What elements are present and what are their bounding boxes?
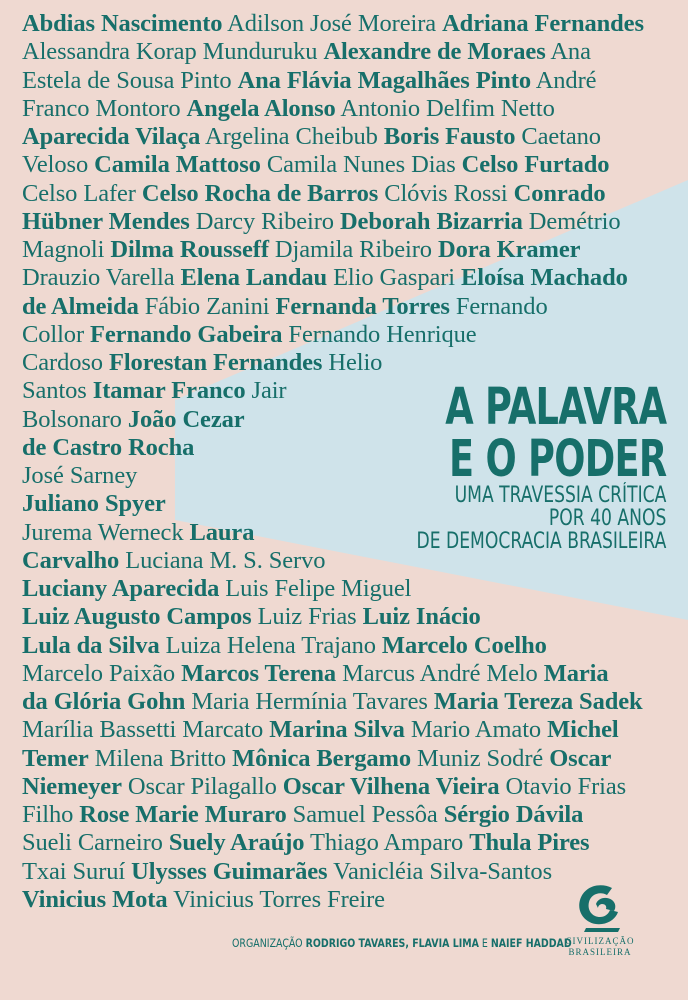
contributor-name-bold: Niemeyer	[22, 772, 122, 800]
contributor-name: Filho	[22, 801, 80, 828]
publisher-name-line-2: BRASILEIRA	[568, 947, 632, 957]
contributor-name: Vanicléia Silva-Santos	[327, 857, 553, 885]
contributor-name: Santos	[22, 377, 93, 405]
name-line	[22, 716, 619, 744]
name-line	[22, 10, 644, 38]
contributor-name: Adilson José Moreira	[222, 10, 443, 37]
name-line	[22, 264, 628, 292]
name-line	[22, 773, 626, 801]
contributor-name: Drauzio Varella	[22, 264, 181, 292]
contributor-name-bold: João Cezar	[127, 405, 245, 433]
name-line	[22, 123, 601, 151]
name-line	[22, 151, 609, 179]
contributor-name: Jair	[245, 377, 287, 405]
subtitle-line-3: DE DEMOCRACIA BRASILEIRA	[416, 529, 666, 554]
contributor-name-bold: Angela Alonso	[186, 94, 336, 122]
name-line	[22, 745, 611, 773]
contributor-name-bold: Carvalho	[22, 546, 120, 574]
contributor-name-bold: Sérgio Dávila	[443, 801, 584, 828]
credit-name-2: NAIEF HADDAD	[490, 936, 572, 950]
name-line	[22, 462, 137, 490]
contributor-name-bold: Conrado	[513, 179, 606, 207]
contributor-name-bold: Maria Tereza Sadek	[433, 688, 643, 715]
contributor-name-bold: Marina Silva	[269, 716, 405, 744]
contributor-name-bold: de Castro Rocha	[22, 433, 195, 461]
contributor-name: Celso Lafer	[22, 179, 142, 207]
contributor-name: Darcy Ribeiro	[189, 207, 340, 235]
name-line	[22, 519, 254, 547]
contributor-name: Bolsonaro	[22, 405, 128, 433]
contributor-name-bold: Celso Rocha de Barros	[141, 179, 379, 207]
name-line	[22, 208, 621, 236]
name-line	[22, 801, 583, 829]
contributor-name: Collor	[22, 320, 91, 348]
name-line	[22, 180, 606, 208]
name-line	[22, 406, 245, 434]
contributor-name: Samuel Pessôa	[286, 801, 444, 828]
contributor-name-bold: Juliano Spyer	[22, 490, 166, 518]
publisher-name	[560, 936, 640, 958]
contributor-name-bold: de Almeida	[22, 292, 139, 320]
contributor-name-bold: Itamar Franco	[92, 377, 246, 405]
contributor-name: Cardoso	[22, 349, 109, 376]
publisher-name-line-1: CIVILIZAÇÃO	[565, 936, 635, 946]
subtitle-line-1: UMA TRAVESSIA CRÍTICA	[454, 483, 666, 508]
contributor-name-bold: Adriana Fernandes	[442, 10, 644, 37]
credit-name-1: RODRIGO TAVARES, FLAVIA LIMA	[305, 936, 479, 950]
contributor-name: Vinicius Torres Freire	[167, 885, 385, 913]
contributor-name-bold: Fernando Gabeira	[90, 320, 283, 348]
contributor-name-bold: Luiz Inácio	[362, 603, 481, 631]
contributor-name: Luciana M. S. Servo	[119, 546, 326, 574]
contributor-name-bold: Dilma Rousseff	[110, 236, 269, 263]
contributor-name: Caetano	[515, 123, 601, 150]
contributor-name-bold: Marcos Terena	[181, 659, 337, 687]
name-line	[22, 67, 596, 95]
contributor-name: Milena Britto	[88, 744, 233, 772]
contributor-name: Ana	[545, 38, 591, 66]
contributor-name: Jurema Werneck	[22, 518, 190, 546]
subtitle-line-2: POR 40 ANOS	[548, 506, 666, 531]
publisher-emblem-icon	[560, 880, 640, 936]
organizers-credit	[232, 936, 572, 950]
contributor-name: Helio	[322, 349, 383, 376]
name-line	[22, 688, 643, 716]
contributor-name: Sueli Carneiro	[22, 829, 169, 857]
contributor-name-bold: Boris Fausto	[383, 123, 516, 150]
contributor-name: Djamila Ribeiro	[268, 236, 438, 263]
name-line	[22, 886, 385, 914]
contributor-name-bold: Abdias Nascimento	[22, 10, 223, 37]
contributor-name: Argelina Cheibub	[200, 123, 384, 150]
name-line	[22, 575, 411, 603]
contributor-name-bold: Elena Landau	[180, 264, 328, 292]
contributor-name: Marcelo Paixão	[22, 659, 182, 687]
contributor-name: Mario Amato	[404, 716, 548, 744]
contributor-name: Fábio Zanini	[138, 292, 276, 320]
title-line-2: E O PODER	[448, 430, 666, 489]
contributor-name: Luiz Frias	[251, 603, 363, 631]
book-title	[435, 378, 666, 489]
contributor-name-bold: Ana Flávia Magalhães Pinto	[237, 66, 532, 94]
name-line	[22, 829, 590, 857]
name-line	[22, 632, 547, 660]
contributor-name-bold: Aparecida Vilaça	[22, 123, 201, 150]
name-line	[22, 349, 382, 377]
contributor-name: Camila Nunes Dias	[260, 151, 462, 179]
contributor-name: Txai Suruí	[22, 857, 132, 885]
contributor-name-bold: Michel	[547, 716, 619, 744]
contributor-name: Clóvis Rossi	[378, 179, 514, 207]
name-line	[22, 293, 548, 321]
credit-joiner: E	[478, 936, 491, 950]
contributor-name-bold: Laura	[189, 518, 255, 546]
contributor-name-bold: Fernanda Torres	[275, 292, 450, 320]
contributor-name-bold: Vinicius Mota	[22, 885, 168, 913]
contributor-name-bold: da Glória Gohn	[22, 688, 186, 715]
contributor-name-bold: Luiz Augusto Campos	[22, 603, 252, 631]
contributor-name-bold: Ulysses Guimarães	[131, 857, 328, 885]
credit-prefix: ORGANIZAÇÃO	[232, 936, 306, 950]
contributor-name-bold: Florestan Fernandes	[108, 349, 323, 376]
contributor-name: Fernando	[449, 292, 548, 320]
contributor-name: Muniz Sodré	[410, 744, 550, 772]
contributor-name: Magnoli	[22, 236, 111, 263]
name-line	[22, 603, 481, 631]
contributor-name: Veloso	[22, 151, 95, 179]
contributor-name-bold: Temer	[22, 744, 89, 772]
contributor-name: André	[531, 66, 597, 94]
name-line	[22, 236, 580, 264]
contributor-name: Antonio Delfim Netto	[335, 94, 555, 122]
contributor-name: Luiza Helena Trajano	[159, 631, 382, 659]
contributor-name-bold: Hübner Mendes	[22, 207, 190, 235]
contributor-name-bold: Marcelo Coelho	[381, 631, 547, 659]
contributor-name-bold: Oscar	[549, 744, 612, 772]
contributor-name-bold: Thula Pires	[469, 829, 590, 857]
contributor-name-bold: Maria	[543, 659, 609, 687]
contributor-name: Demétrio	[522, 207, 621, 235]
name-line	[22, 490, 166, 518]
contributor-name: Estela de Sousa Pinto	[22, 66, 238, 94]
contributor-name: José Sarney	[22, 462, 138, 489]
contributor-name-bold: Rose Marie Muraro	[79, 801, 287, 828]
contributor-name: Thiago Amparo	[304, 829, 470, 857]
publisher-logo	[560, 880, 640, 970]
title-line-1: A PALAVRA	[444, 378, 666, 437]
contributor-name: Fernando Henrique	[282, 320, 477, 348]
name-line	[22, 434, 194, 462]
contributor-name-bold: Deborah Bizarria	[339, 207, 523, 235]
name-line	[22, 547, 325, 575]
contributor-name-bold: Luciany Aparecida	[22, 575, 220, 602]
name-line	[22, 858, 552, 886]
name-line	[22, 95, 555, 123]
contributor-name-bold: Lula da Silva	[22, 631, 160, 659]
name-line	[22, 38, 591, 66]
contributor-name: Oscar Pilagallo	[121, 772, 283, 800]
contributor-name: Franco Montoro	[22, 94, 187, 122]
contributor-name: Maria Hermínia Tavares	[185, 688, 434, 715]
contributor-name-bold: Celso Furtado	[461, 151, 610, 179]
contributor-name: Marcus André Melo	[336, 659, 544, 687]
contributor-name: Luis Felipe Miguel	[219, 575, 412, 602]
contributor-name: Elio Gaspari	[327, 264, 462, 292]
contributor-name: Otavio Frias	[499, 772, 627, 800]
name-line	[22, 660, 609, 688]
contributor-name-bold: Oscar Vilhena Vieira	[282, 772, 500, 800]
title-block	[346, 378, 666, 554]
contributor-name-bold: Eloísa Machado	[461, 264, 628, 292]
contributor-name: Alessandra Korap Munduruku	[22, 38, 324, 66]
name-line	[22, 377, 286, 405]
contributor-name-bold: Suely Araújo	[168, 829, 305, 857]
name-line	[22, 321, 477, 349]
contributor-name-bold: Mônica Bergamo	[232, 744, 411, 772]
contributor-name: Marília Bassetti Marcato	[22, 716, 270, 744]
contributor-name-bold: Camila Mattoso	[94, 151, 261, 179]
contributor-name-bold: Alexandre de Moraes	[323, 38, 546, 66]
book-subtitle	[416, 484, 666, 553]
contributor-name-bold: Dora Kramer	[437, 236, 581, 263]
